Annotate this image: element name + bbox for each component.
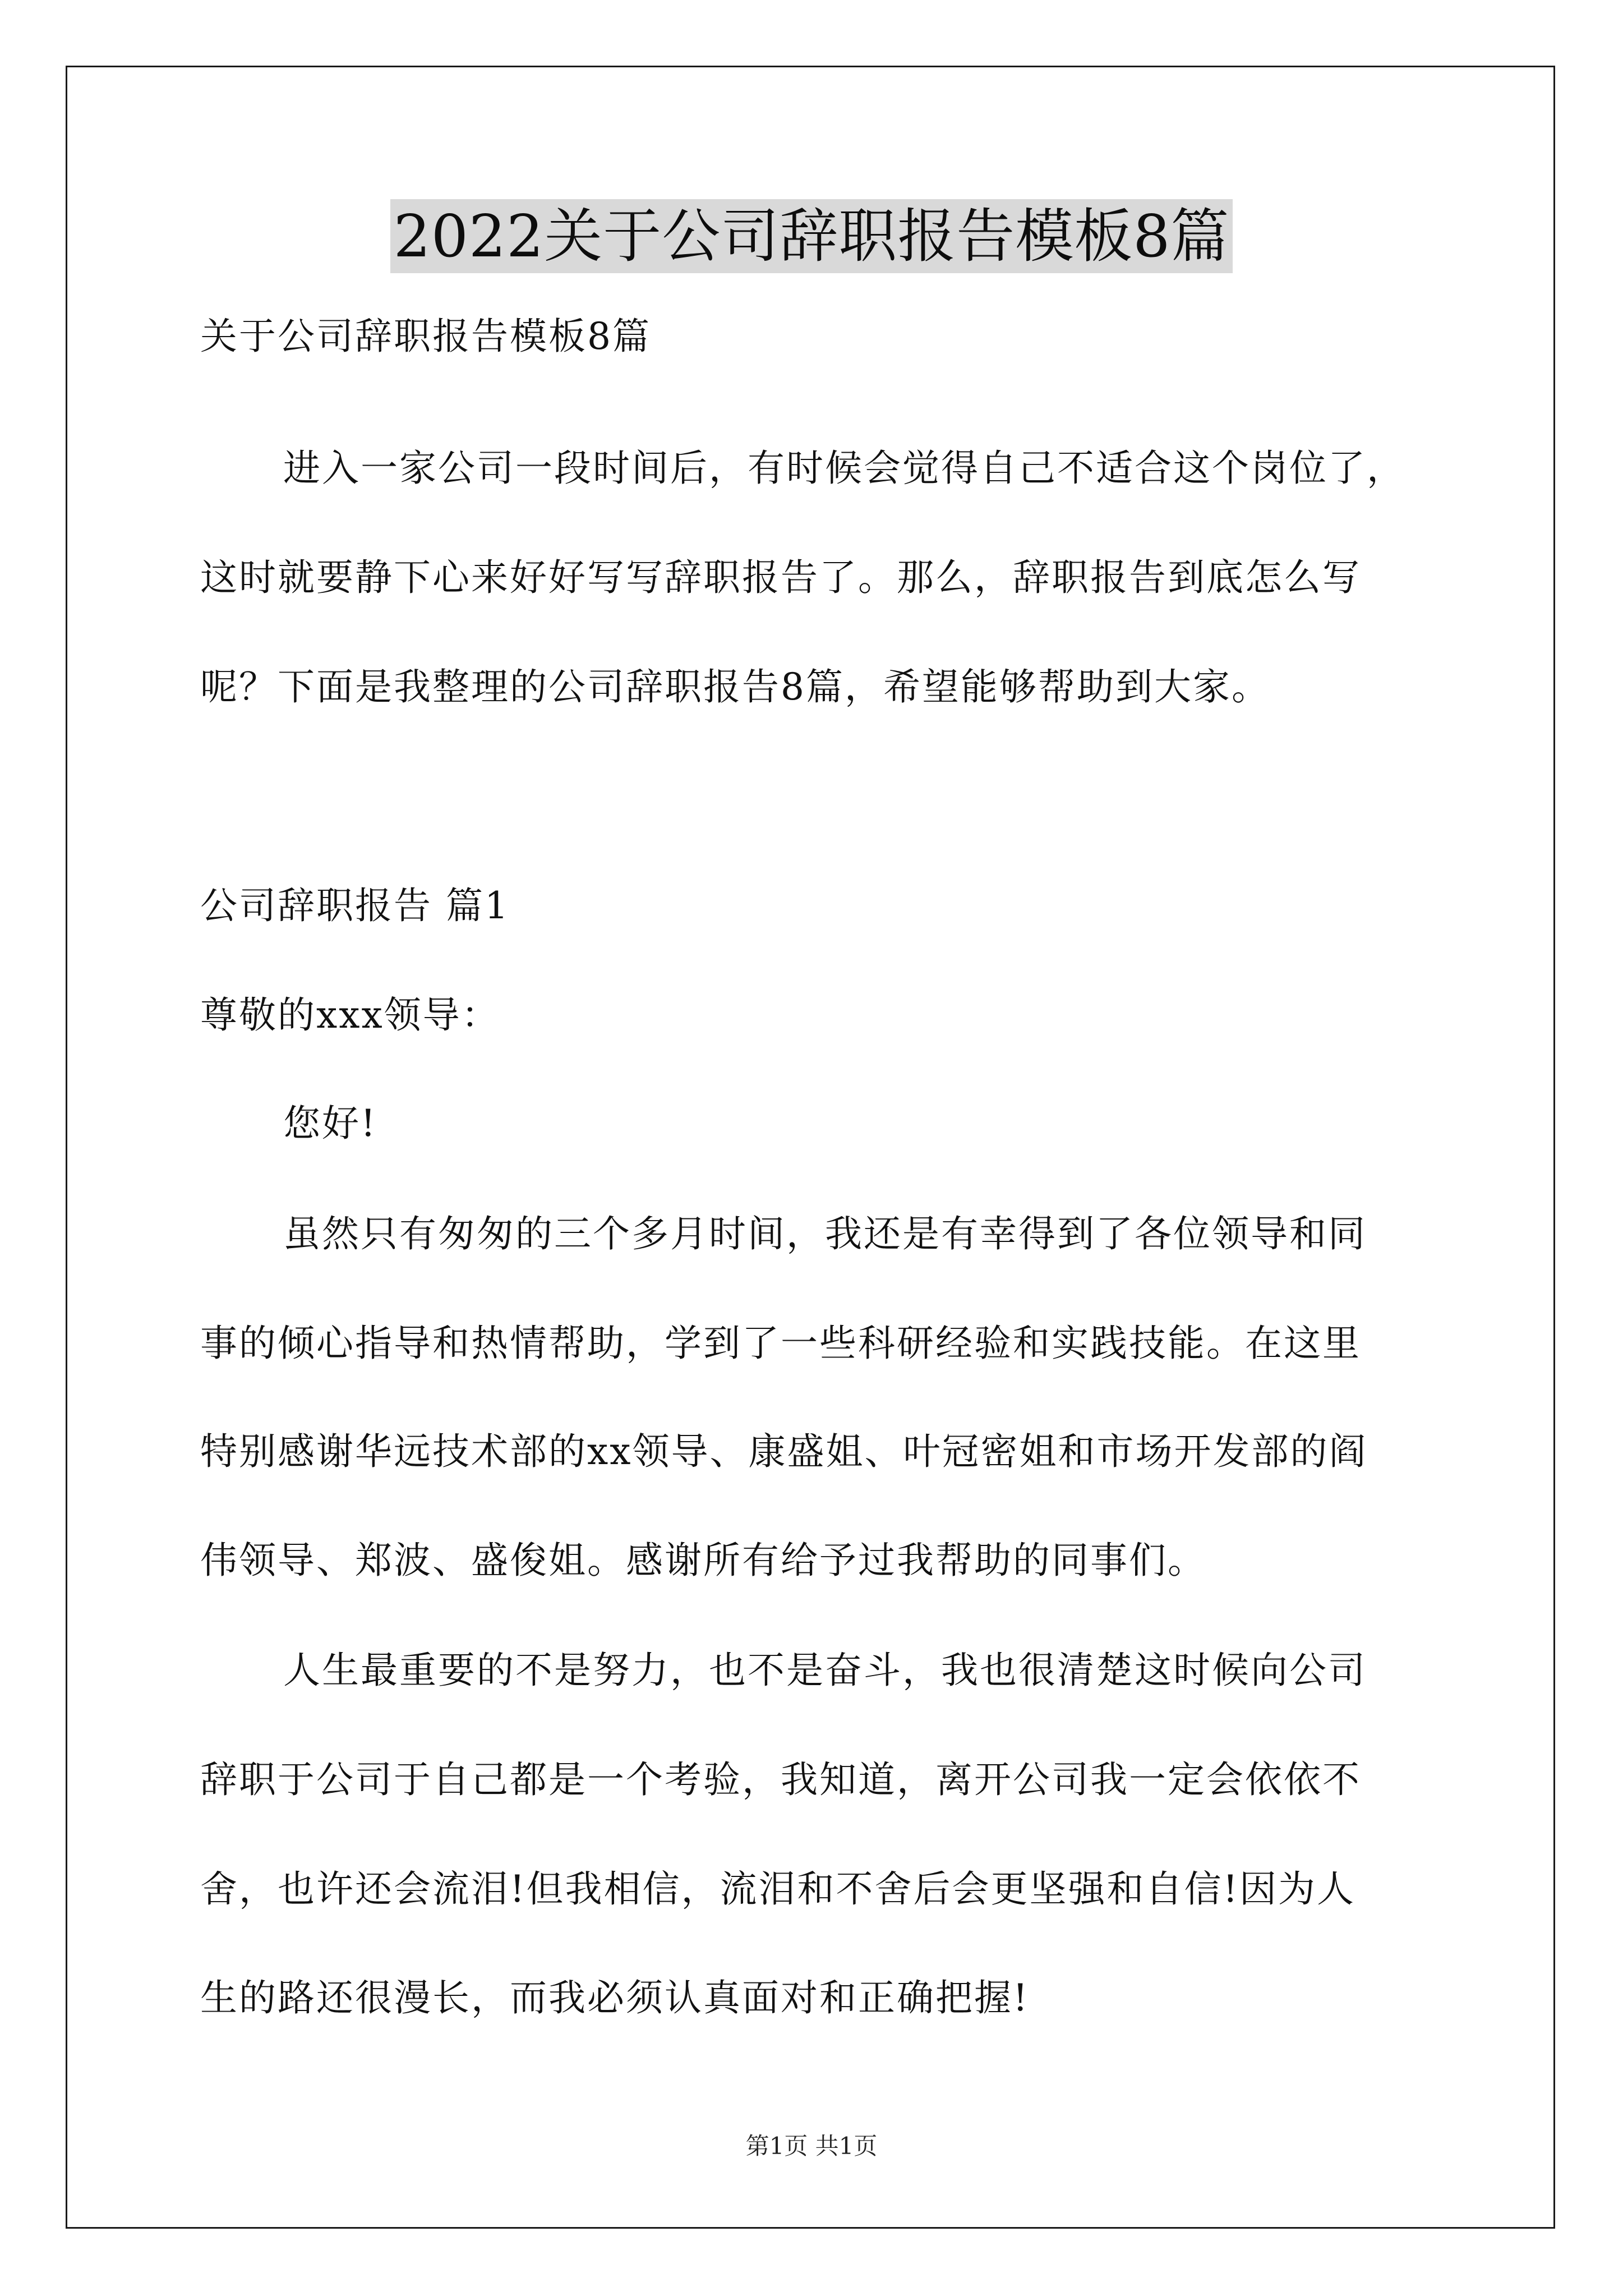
title-container xyxy=(0,199,1623,273)
paragraph-line: 事的倾心指导和热情帮助，学到了一些科研经验和实践技能。在这里 xyxy=(200,1322,1361,1365)
paragraph-line: 伟领导、郑波、盛俊姐。感谢所有给予过我帮助的同事们。 xyxy=(200,1539,1206,1582)
document-title: 2022关于公司辞职报告模板8篇 xyxy=(390,199,1233,273)
paragraph-line: 辞职于公司于自己都是一个考验，我知道，离开公司我一定会依依不 xyxy=(200,1758,1361,1801)
intro-line: 进入一家公司一段时间后，有时候会觉得自己不适合这个岗位了， xyxy=(283,447,1405,490)
salutation: 尊敬的xxx领导： xyxy=(200,993,500,1037)
paragraph-line: 特别感谢华远技术部的xx领导、康盛姐、叶冠密姐和市场开发部的阎 xyxy=(200,1430,1368,1473)
greeting: 您好! xyxy=(283,1102,377,1145)
intro-line: 这时就要静下心来好好写写辞职报告了。那么，辞职报告到底怎么写 xyxy=(200,556,1361,599)
section-heading: 公司辞职报告 篇1 xyxy=(200,884,510,927)
document-subtitle: 关于公司辞职报告模板8篇 xyxy=(200,315,651,358)
paragraph-line: 生的路还很漫长，而我必须认真面对和正确把握! xyxy=(200,1976,1030,2019)
page-footer: 第1页 共1页 xyxy=(745,2132,878,2160)
paragraph-line: 人生最重要的不是努力，也不是奋斗，我也很清楚这时候向公司 xyxy=(283,1649,1367,1692)
paragraph-line: 舍，也许还会流泪!但我相信，流泪和不舍后会更坚强和自信!因为人 xyxy=(200,1867,1356,1911)
intro-line: 呢？下面是我整理的公司辞职报告8篇，希望能够帮助到大家。 xyxy=(200,665,1270,708)
paragraph-line: 虽然只有匆匆的三个多月时间，我还是有幸得到了各位领导和同 xyxy=(283,1212,1367,1255)
